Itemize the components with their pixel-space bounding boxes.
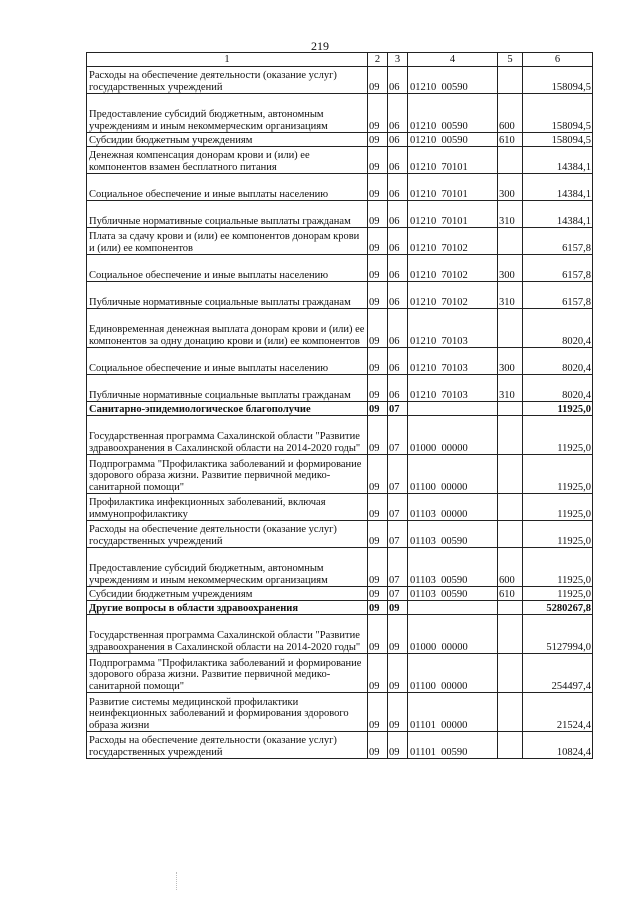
row-target-article-cell: 01210 70102 (408, 228, 498, 255)
row-expense-type-cell (498, 309, 523, 348)
row-amount-cell: 5127994,0 (523, 615, 593, 654)
row-subsection-cell: 06 (388, 282, 408, 309)
row-subsection-cell: 09 (388, 654, 408, 693)
row-name-cell: Государственная программа Сахалинской области "Развитие здравоохранения в Сахалинской области на 2014-2020 годы" (87, 416, 368, 455)
row-expense-type-cell: 300 (498, 255, 523, 282)
table-row (87, 521, 593, 548)
row-amount-cell: 5280267,8 (523, 601, 593, 615)
row-amount-cell: 11925,0 (523, 494, 593, 521)
table-row (87, 282, 593, 309)
header-col-2: 2 (368, 53, 388, 67)
header-col-1: 1 (87, 53, 368, 67)
row-target-article-cell: 01210 70102 (408, 282, 498, 309)
row-target-article-cell: 01210 70101 (408, 147, 498, 174)
row-subsection-cell: 07 (388, 494, 408, 521)
row-expense-type-cell (498, 402, 523, 416)
table-row (87, 67, 593, 94)
row-amount-cell: 21524,4 (523, 693, 593, 732)
row-subsection-cell: 09 (388, 601, 408, 615)
row-section-cell: 09 (368, 601, 388, 615)
row-expense-type-cell (498, 654, 523, 693)
row-name-cell: Субсидии бюджетным учреждениям (87, 587, 368, 601)
row-target-article-cell: 01101 00590 (408, 732, 498, 759)
row-section-cell: 09 (368, 402, 388, 416)
row-expense-type-cell (498, 67, 523, 94)
row-section-cell: 09 (368, 147, 388, 174)
row-target-article-cell: 01210 70103 (408, 309, 498, 348)
row-section-cell: 09 (368, 174, 388, 201)
row-section-cell: 09 (368, 67, 388, 94)
row-name-cell: Расходы на обеспечение деятельности (оказание услуг) государственных учреждений (87, 732, 368, 759)
row-target-article-cell: 01103 00000 (408, 494, 498, 521)
row-target-article-cell: 01101 00000 (408, 693, 498, 732)
row-target-article-cell: 01210 70102 (408, 255, 498, 282)
table-row (87, 133, 593, 147)
row-amount-cell: 6157,8 (523, 282, 593, 309)
row-section-cell: 09 (368, 615, 388, 654)
table-row (87, 375, 593, 402)
table-row (87, 494, 593, 521)
row-amount-cell: 254497,4 (523, 654, 593, 693)
row-name-cell: Подпрограмма "Профилактика заболеваний и формирование здорового образа жизни. Развитие первичной медико-санитарной помощи" (87, 455, 368, 494)
row-name-cell: Санитарно-эпидемиологическое благополучие (87, 402, 368, 416)
row-amount-cell: 8020,4 (523, 348, 593, 375)
row-subsection-cell: 06 (388, 67, 408, 94)
row-amount-cell: 11925,0 (523, 455, 593, 494)
row-expense-type-cell (498, 147, 523, 174)
row-expense-type-cell: 310 (498, 201, 523, 228)
row-name-cell: Публичные нормативные социальные выплаты гражданам (87, 282, 368, 309)
row-subsection-cell: 06 (388, 375, 408, 402)
table-row (87, 402, 593, 416)
header-col-5: 5 (498, 53, 523, 67)
row-target-article-cell: 01210 70103 (408, 375, 498, 402)
row-target-article-cell (408, 402, 498, 416)
row-expense-type-cell (498, 521, 523, 548)
table-row (87, 693, 593, 732)
row-expense-type-cell (498, 615, 523, 654)
row-target-article-cell: 01210 70103 (408, 348, 498, 375)
row-target-article-cell: 01103 00590 (408, 548, 498, 587)
row-amount-cell: 14384,1 (523, 147, 593, 174)
row-subsection-cell: 07 (388, 548, 408, 587)
row-subsection-cell: 06 (388, 348, 408, 375)
row-section-cell: 09 (368, 94, 388, 133)
row-subsection-cell: 09 (388, 615, 408, 654)
row-target-article-cell: 01000 00000 (408, 615, 498, 654)
row-subsection-cell: 09 (388, 732, 408, 759)
row-subsection-cell: 07 (388, 402, 408, 416)
table-row (87, 174, 593, 201)
row-name-cell: Другие вопросы в области здравоохранения (87, 601, 368, 615)
row-name-cell: Государственная программа Сахалинской области "Развитие здравоохранения в Сахалинской области на 2014-2020 годы" (87, 615, 368, 654)
header-col-4: 4 (408, 53, 498, 67)
row-target-article-cell: 01210 00590 (408, 67, 498, 94)
table-row (87, 94, 593, 133)
table-row (87, 255, 593, 282)
budget-table (86, 52, 593, 759)
row-name-cell: Публичные нормативные социальные выплаты гражданам (87, 375, 368, 402)
table-body (87, 67, 593, 759)
row-section-cell: 09 (368, 255, 388, 282)
table-row (87, 201, 593, 228)
row-section-cell: 09 (368, 201, 388, 228)
row-expense-type-cell: 300 (498, 348, 523, 375)
row-name-cell: Предоставление субсидий бюджетным, автономным учреждениям и иным некоммерческим организациям (87, 548, 368, 587)
row-expense-type-cell (498, 228, 523, 255)
row-section-cell: 09 (368, 282, 388, 309)
row-section-cell: 09 (368, 133, 388, 147)
row-target-article-cell: 01103 00590 (408, 521, 498, 548)
header-col-3: 3 (388, 53, 408, 67)
row-name-cell: Единовременная денежная выплата донорам крови и (или) ее компонентов за одну донацию крови и (или) ее компонентов (87, 309, 368, 348)
row-target-article-cell: 01000 00000 (408, 416, 498, 455)
row-section-cell: 09 (368, 416, 388, 455)
row-subsection-cell: 06 (388, 174, 408, 201)
row-target-article-cell: 01210 70101 (408, 201, 498, 228)
row-section-cell: 09 (368, 548, 388, 587)
row-amount-cell: 158094,5 (523, 133, 593, 147)
row-target-article-cell: 01103 00590 (408, 587, 498, 601)
row-subsection-cell: 07 (388, 587, 408, 601)
row-subsection-cell: 06 (388, 309, 408, 348)
row-subsection-cell: 09 (388, 693, 408, 732)
scan-artifact (176, 872, 179, 890)
row-section-cell: 09 (368, 348, 388, 375)
row-amount-cell: 14384,1 (523, 174, 593, 201)
row-name-cell: Расходы на обеспечение деятельности (оказание услуг) государственных учреждений (87, 521, 368, 548)
row-section-cell: 09 (368, 375, 388, 402)
row-amount-cell: 11925,0 (523, 521, 593, 548)
row-expense-type-cell (498, 693, 523, 732)
row-name-cell: Социальное обеспечение и иные выплаты населению (87, 348, 368, 375)
row-target-article-cell: 01100 00000 (408, 455, 498, 494)
row-name-cell: Расходы на обеспечение деятельности (оказание услуг) государственных учреждений (87, 67, 368, 94)
row-section-cell: 09 (368, 494, 388, 521)
row-name-cell: Социальное обеспечение и иные выплаты населению (87, 255, 368, 282)
row-expense-type-cell (498, 601, 523, 615)
row-amount-cell: 11925,0 (523, 548, 593, 587)
row-target-article-cell: 01210 00590 (408, 94, 498, 133)
row-amount-cell: 11925,0 (523, 416, 593, 455)
row-amount-cell: 6157,8 (523, 255, 593, 282)
table-row (87, 455, 593, 494)
table-row (87, 615, 593, 654)
row-subsection-cell: 07 (388, 455, 408, 494)
row-section-cell: 09 (368, 587, 388, 601)
table-row (87, 587, 593, 601)
row-expense-type-cell: 300 (498, 174, 523, 201)
row-expense-type-cell (498, 455, 523, 494)
table-row (87, 147, 593, 174)
row-subsection-cell: 06 (388, 133, 408, 147)
row-expense-type-cell (498, 416, 523, 455)
row-expense-type-cell: 600 (498, 548, 523, 587)
row-expense-type-cell: 610 (498, 587, 523, 601)
row-name-cell: Денежная компенсация донорам крови и (или) ее компонентов взамен бесплатного питания (87, 147, 368, 174)
row-expense-type-cell (498, 494, 523, 521)
page-number: 219 (311, 39, 329, 53)
row-subsection-cell: 06 (388, 147, 408, 174)
row-amount-cell: 158094,5 (523, 94, 593, 133)
row-target-article-cell: 01210 00590 (408, 133, 498, 147)
row-subsection-cell: 06 (388, 94, 408, 133)
table-row (87, 309, 593, 348)
row-amount-cell: 11925,0 (523, 587, 593, 601)
row-name-cell: Плата за сдачу крови и (или) ее компонентов донорам крови и (или) ее компонентов (87, 228, 368, 255)
table-row (87, 654, 593, 693)
row-subsection-cell: 07 (388, 521, 408, 548)
row-section-cell: 09 (368, 654, 388, 693)
row-amount-cell: 8020,4 (523, 309, 593, 348)
row-name-cell: Публичные нормативные социальные выплаты гражданам (87, 201, 368, 228)
row-target-article-cell: 01210 70101 (408, 174, 498, 201)
row-target-article-cell (408, 601, 498, 615)
row-subsection-cell: 06 (388, 201, 408, 228)
row-name-cell: Подпрограмма "Профилактика заболеваний и формирование здорового образа жизни. Развитие первичной медико-санитарной помощи" (87, 654, 368, 693)
table-row (87, 348, 593, 375)
row-expense-type-cell: 310 (498, 375, 523, 402)
row-subsection-cell: 06 (388, 228, 408, 255)
row-expense-type-cell: 600 (498, 94, 523, 133)
row-section-cell: 09 (368, 732, 388, 759)
row-section-cell: 09 (368, 693, 388, 732)
table-header (87, 53, 593, 67)
row-name-cell: Субсидии бюджетным учреждениям (87, 133, 368, 147)
table-row (87, 732, 593, 759)
header-col-6: 6 (523, 53, 593, 67)
row-expense-type-cell: 610 (498, 133, 523, 147)
row-name-cell: Предоставление субсидий бюджетным, автономным учреждениям и иным некоммерческим организациям (87, 94, 368, 133)
row-name-cell: Развитие системы медицинской профилактики неинфекционных заболеваний и формирования здорового образа жизни (87, 693, 368, 732)
row-section-cell: 09 (368, 521, 388, 548)
row-subsection-cell: 07 (388, 416, 408, 455)
row-section-cell: 09 (368, 455, 388, 494)
row-expense-type-cell (498, 732, 523, 759)
row-amount-cell: 6157,8 (523, 228, 593, 255)
header-row (87, 53, 593, 67)
table-row (87, 228, 593, 255)
row-amount-cell: 11925,0 (523, 402, 593, 416)
table-row (87, 548, 593, 587)
row-amount-cell: 10824,4 (523, 732, 593, 759)
row-subsection-cell: 06 (388, 255, 408, 282)
row-section-cell: 09 (368, 228, 388, 255)
row-name-cell: Профилактика инфекционных заболеваний, включая иммунопрофилактику (87, 494, 368, 521)
row-name-cell: Социальное обеспечение и иные выплаты населению (87, 174, 368, 201)
row-expense-type-cell: 310 (498, 282, 523, 309)
row-amount-cell: 158094,5 (523, 67, 593, 94)
table-row (87, 416, 593, 455)
row-section-cell: 09 (368, 309, 388, 348)
row-amount-cell: 14384,1 (523, 201, 593, 228)
row-amount-cell: 8020,4 (523, 375, 593, 402)
table-row (87, 601, 593, 615)
row-target-article-cell: 01100 00000 (408, 654, 498, 693)
